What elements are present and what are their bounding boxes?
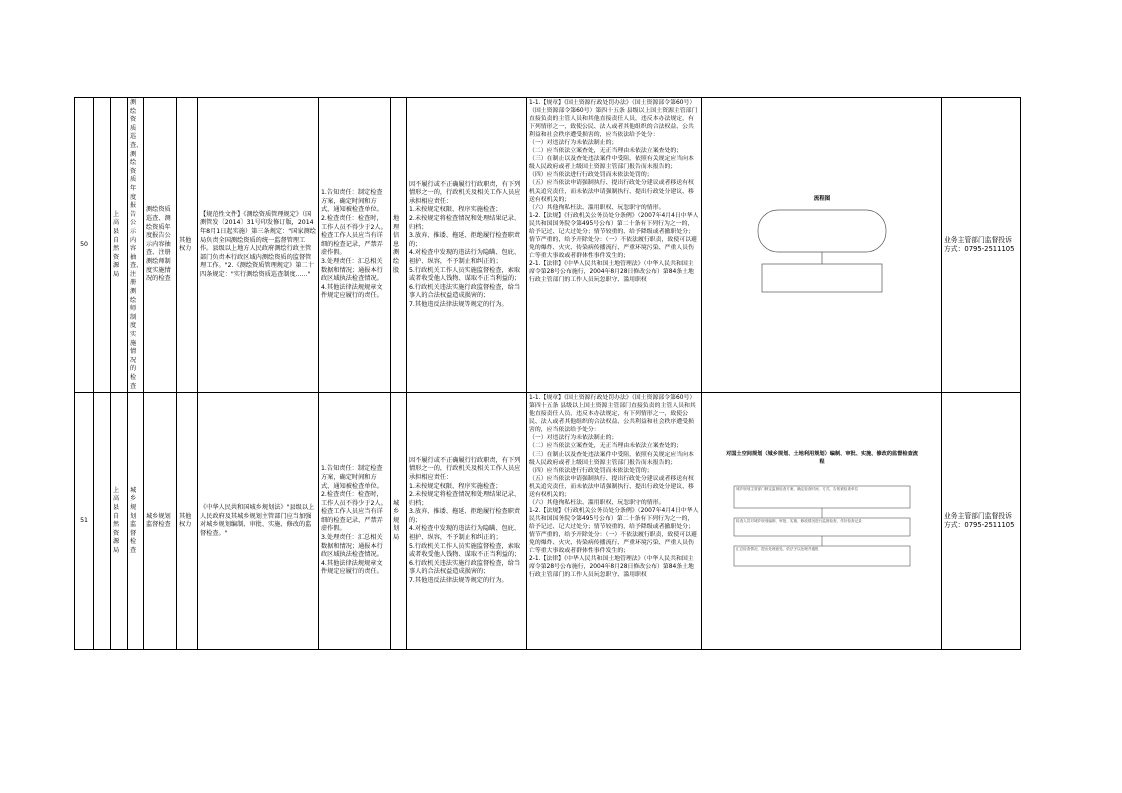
legal-text-cell: 1-1.【规章】《国土资源行政处罚办法》（国土资源部令第60号）第四十五条 县级以上国土资源主管部门直接负责的主管人员和其他直接责任人员，违反本办法规定，有下列情形之一，致使公民、法人或者其他组织的合法权益、公共利益和社会秩序遭受损害的，应当依法给予处分： （一）对违法行为未依法制止的； （二）应当依法立案查处，无正当理由未依法立案查处的； （三）在制止以及查处违法案件中受阻，依照有关规定应当向本级人民政府或者上级国土资源主管部门报告而未报告的； （四）应当依法进行行政处罚而未依法处罚的； （五）应当依法申请强制执行、提出行政处分建议或者移送有权机关追究责任，而未依法申请强制执行、提出行政处分建议、移送有权机关的； （六）其他徇私枉法、滥用职权、玩忽职守的情形。 1-2.【法规】《行政机关公务员处分条例》（2007年4月4日中华人民共和国国务院令第495号公布）第二十条有下列行为之一的，给予记过、记大过处分；情节较重的，给予降级或者撤职处分；情节严重的，给予开除处分：（一）不依法履行职责，致使可以避免的爆炸、火灾、传染病传播流行、严重环境污染、严重人员伤亡等重大事故或者群体性事件发生的； 2-1.【法律】《中华人民共和国土地管理法》（中华人民共和国主席令第28号公布施行，2004年8月28日修改公布）第84条土地行政主管部门的工作人员玩忽职守、滥用职权 bbox=[527, 393, 702, 650]
sub-item-cell: 测绘资质巡查、测绘资质年度报告公示内容抽查、注册测绘师制度实施情况的检查 bbox=[144, 98, 177, 393]
row-number: 51 bbox=[75, 393, 94, 650]
flowchart-node bbox=[762, 264, 882, 292]
contact-cell: 业务主管部门监督投诉方式：0795-2511105 bbox=[942, 393, 1021, 650]
flowchart-title: 流程图 bbox=[813, 196, 831, 203]
category-cell: 其他权力 bbox=[177, 393, 198, 650]
table-row bbox=[75, 98, 1021, 393]
enforcement-table bbox=[74, 97, 1021, 650]
accountability-cell: 因不履行或不正确履行行政职责，有下列情形之一的，行政机关及相关工作人员应承担相应责任： 1.未按规定权限、程序实施检查； 2.未按规定将检查情况和处理结果记录、归档； 3.放弃、推诿、拖延、拒绝履行检查职责的； 4.对检查中发现的违法行为隐瞒、包庇、袒护、纵容，不予制止和纠正的； 5.行政机关工作人员实施监督检查，索取或者收受他人钱物、谋取不正当利益的； 6.行政机关违法实施行政监督检查，给当事人的合法权益造成损害的； 7.其他违反法律法规等规定的行为。 bbox=[407, 98, 527, 393]
flowchart-cell bbox=[702, 98, 942, 393]
blank-cell bbox=[94, 393, 111, 650]
flowchart bbox=[704, 180, 939, 310]
legal-text-cell: 1-1.【规章】《国土资源行政处罚办法》（国土资源部令第60号）（国土资源部令第60号）第四十五条 县级以上国土资源主管部门直接负责的主管人员和其他直接责任人员，违反本办法规定，有下列情形之一，致使公民、法人或者其他组织的合法权益、公共利益和社会秩序遭受损害的，应当依法给予处分： （一）对违法行为未依法制止的； （二）应当依法立案查处，无正当理由未依法立案查处的； （三）在制止以及查处违法案件中受阻，依照有关规定应当向本级人民政府或者上级国土资源主管部门报告而未报告的； （四）应当依法进行行政处罚而未依法处罚的； （五）应当依法申请强制执行、提出行政处分建议或者移送有权机关追究责任，而未依法申请强制执行、提出行政处分建议、移送有权机关的； （六）其他徇私枉法、滥用职权、玩忽职守的情形。 1-2.【法规】《行政机关公务员处分条例》（2007年4月4日中华人民共和国国务院令第495号公布）第二十条有下列行为之一的，给予记过、记大过处分；情节较重的，给予降级或者撤职处分；情节严重的，给予开除处分：（一）不依法履行职责，致使可以避免的爆炸、火灾、传染病传播流行、严重环境污染、严重人员伤亡等重大事故或者群体性事件发生的； 2-1.【法律】《中华人民共和国土地管理法》（中华人民共和国主席令第28号公布施行，2004年8月28日修改公布）第84条土地行政主管部门的工作人员玩忽职守、滥用职权 bbox=[527, 98, 702, 393]
item-name-cell: 测绘资质巡查、测绘资质年度报告公示内容抽查、注册测绘师制度实施情况的检查 bbox=[128, 98, 144, 393]
sub-item-cell: 城乡规划监督检查 bbox=[144, 393, 177, 650]
flowchart-step: 汇总检查情况，提出处理意见，依法予以处理并通报 bbox=[736, 547, 819, 552]
basis-cell: 【规范性文件】《测绘资质管理规定》（国测管发〔2014〕31号印发修订版，2014年8月1日起实施）第三条规定："国家测绘局负责全国测绘资质的统一监督管理工作。县级以上地方人民政府测绘行政主管部门负责本行政区域内测绘资质的监督管理工作。"2.《测绘资质管理规定》第二十四条规定："实行测绘资质巡查制度......" bbox=[198, 98, 319, 393]
flowchart-title: 对国土空间规划（城乡规划、土地利用规划）编制、审批、实施、修改的监督检查流程 bbox=[726, 451, 918, 466]
basis-cell: 《中华人民共和国城乡规划法》"县级以上人民政府及其城乡规划主管部门应当加强对城乡规划编制、审批、实施、修改的监督检查。" bbox=[198, 393, 319, 650]
accountability-cell: 因不履行或不正确履行行政职责，有下列情形之一的，行政机关及相关工作人员应承担相应责任： 1.未按规定权限、程序实施检查； 2.未按规定将检查情况和处理结果记录、归档； 3.放弃、推诿、拖延、拒绝履行检查职责的； 4.对检查中发现的违法行为隐瞒、包庇、袒护、纵容，不予制止和纠正的； 5.行政机关工作人员实施监督检查，索取或者收受他人钱物、谋取不正当利益的； 6.行政机关违法实施行政监督检查，给当事人的合法权益造成损害的； 7.其他违反法律法规等规定的行为。 bbox=[407, 393, 527, 650]
table-row bbox=[75, 393, 1021, 650]
department-cell: 上高县自然资源局 bbox=[111, 393, 128, 650]
item-name-cell: 城乡规划监督检查 bbox=[128, 393, 144, 650]
blank-cell bbox=[94, 98, 111, 393]
category-cell: 其他权力 bbox=[177, 98, 198, 393]
flowchart-cell bbox=[702, 393, 942, 650]
flowchart-step: 城乡规划主管部门制定监督检查方案，确定检查时间、方式，告知被检查单位 bbox=[736, 487, 859, 492]
flowchart-diagram bbox=[704, 446, 940, 596]
flowchart-step: 检查人员对城乡规划编制、审批、实施、修改情况进行监督检查，作好检查记录 bbox=[736, 519, 862, 524]
flowchart bbox=[704, 446, 939, 596]
row-number: 50 bbox=[75, 98, 94, 393]
duties-cell: 1.告知责任：制定检查方案，确定时间和方式，通知被检查单位。 2.检查责任：检查时，工作人员不得少于2人。检查工作人员应当有详细的检查记录，严禁弄虚作假。 3.处理责任：汇总相关数据和情况；通报本行政区域执法检查情况。 4.其他法律法规规章文件规定应履行的责任。 bbox=[319, 393, 391, 650]
flowchart-node bbox=[758, 210, 886, 252]
department-cell: 上高县自然资源局 bbox=[111, 98, 128, 393]
flowchart-diagram bbox=[704, 180, 940, 310]
unit-cell: 地理信息测绘股 bbox=[391, 98, 407, 393]
contact-cell: 业务主管部门监督投诉方式：0795-2511105 bbox=[942, 98, 1021, 393]
unit-cell: 城乡规划局 bbox=[391, 393, 407, 650]
duties-cell: 1.告知责任：制定检查方案，确定时间和方式，通知被检查单位。 2.检查责任：检查时，工作人员不得少于2人。检查工作人员应当有详细的检查记录，严禁弄虚作假。 3.处理责任：汇总相关数据和情况；通报本行政区域执法检查情况。 4.其他法律法规规章文件规定应履行的责任。 bbox=[319, 98, 391, 393]
